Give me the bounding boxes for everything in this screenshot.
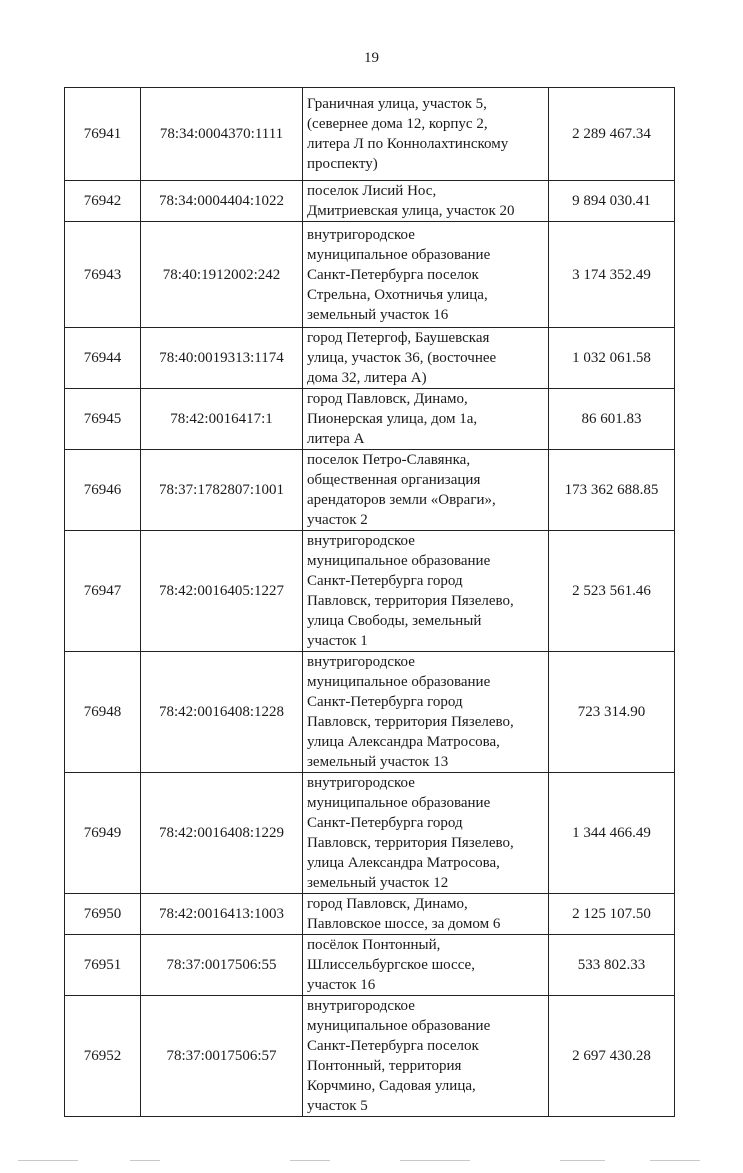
address-line: муниципальное образование: [307, 674, 491, 690]
cell-cadastral-value: 3 174 352.49: [549, 222, 675, 328]
address-line: общественная организация: [307, 472, 481, 488]
address-line: внутригородское: [307, 533, 415, 549]
address-line: литера А: [307, 431, 365, 447]
address-line: Санкт-Петербурга город: [307, 815, 463, 831]
address-line: Шлиссельбургское шоссе,: [307, 957, 475, 973]
address-line: участок 1: [307, 633, 368, 649]
cell-address: [303, 88, 549, 181]
address-line: город Петергоф, Баушевская: [307, 330, 490, 346]
cell-address: [303, 389, 549, 450]
cell-cadastral-number: 78:37:0017506:55: [141, 935, 303, 996]
cell-cadastral-value: 723 314.90: [549, 652, 675, 773]
cell-address: [303, 935, 549, 996]
address-line: муниципальное образование: [307, 1018, 491, 1034]
scan-edge-noise: [0, 1158, 743, 1164]
cell-number: 76942: [65, 181, 141, 222]
cell-number: 76943: [65, 222, 141, 328]
address-line: Павловск, территория Пязелево,: [307, 714, 514, 730]
table-row: [65, 996, 675, 1117]
cell-address: [303, 531, 549, 652]
cell-cadastral-value: 2 697 430.28: [549, 996, 675, 1117]
address-line: поселок Лисий Нос,: [307, 183, 437, 199]
cell-address: [303, 450, 549, 531]
cell-number: 76952: [65, 996, 141, 1117]
cell-number: 76941: [65, 88, 141, 181]
cell-cadastral-value: 2 289 467.34: [549, 88, 675, 181]
address-line: проспекту): [307, 156, 378, 172]
cell-number: 76947: [65, 531, 141, 652]
cell-address: [303, 222, 549, 328]
cell-cadastral-number: 78:37:0017506:57: [141, 996, 303, 1117]
cell-cadastral-number: 78:42:0016413:1003: [141, 894, 303, 935]
cell-address: [303, 894, 549, 935]
table-row: [65, 531, 675, 652]
address-line: Санкт-Петербурга поселок: [307, 266, 479, 283]
address-line: внутригородское: [307, 775, 415, 791]
cell-cadastral-number: 78:34:0004404:1022: [141, 181, 303, 222]
address-line: Корчмино, Садовая улица,: [307, 1078, 476, 1094]
cell-cadastral-value: 86 601.83: [549, 389, 675, 450]
address-line: улица, участок 36, (восточнее: [307, 350, 497, 366]
cell-address: [303, 773, 549, 894]
table-row: [65, 222, 675, 328]
address-line: внутригородское: [307, 654, 415, 670]
cell-address: [303, 181, 549, 222]
address-line: земельный участок 12: [307, 875, 449, 891]
table-row: [65, 88, 675, 181]
address-line: участок 2: [307, 512, 368, 528]
address-line: муниципальное образование: [307, 246, 491, 263]
address-line: внутригородское: [307, 998, 415, 1014]
address-line: внутригородское: [307, 226, 415, 243]
address-line: муниципальное образование: [307, 795, 491, 811]
address-line: участок 16: [307, 977, 376, 993]
cell-cadastral-value: 9 894 030.41: [549, 181, 675, 222]
table-row: [65, 328, 675, 389]
address-line: Стрельна, Охотничья улица,: [307, 286, 488, 303]
address-line: улица Свободы, земельный: [307, 613, 482, 629]
address-line: Санкт-Петербурга город: [307, 573, 463, 589]
cell-cadastral-number: 78:37:1782807:1001: [141, 450, 303, 531]
table-row: [65, 773, 675, 894]
cell-number: 76946: [65, 450, 141, 531]
table-row: [65, 389, 675, 450]
cell-cadastral-number: 78:42:0016405:1227: [141, 531, 303, 652]
cell-number: 76950: [65, 894, 141, 935]
address-line: Дмитриевская улица, участок 20: [307, 203, 515, 219]
cell-address: [303, 652, 549, 773]
cell-cadastral-value: 2 125 107.50: [549, 894, 675, 935]
address-line: дома 32, литера А): [307, 370, 427, 386]
address-line: Павловское шоссе, за домом 6: [307, 916, 501, 932]
cell-number: 76951: [65, 935, 141, 996]
page-number: 19: [364, 50, 379, 66]
cell-cadastral-number: 78:34:0004370:1111: [141, 88, 303, 181]
address-line: город Павловск, Динамо,: [307, 391, 468, 407]
cell-number: 76949: [65, 773, 141, 894]
address-line: участок 5: [307, 1098, 368, 1114]
cell-cadastral-value: 533 802.33: [549, 935, 675, 996]
address-line: земельный участок 16: [307, 306, 449, 323]
address-line: муниципальное образование: [307, 553, 491, 569]
address-line: (севернее дома 12, корпус 2,: [307, 116, 488, 132]
address-line: Понтонный, территория: [307, 1058, 462, 1074]
cell-number: 76948: [65, 652, 141, 773]
cell-address: [303, 328, 549, 389]
cell-cadastral-number: 78:42:0016417:1: [141, 389, 303, 450]
cell-cadastral-value: 1 032 061.58: [549, 328, 675, 389]
cell-cadastral-number: 78:40:0019313:1174: [141, 328, 303, 389]
address-line: Граничная улица, участок 5,: [307, 96, 487, 112]
cell-cadastral-number: 78:42:0016408:1228: [141, 652, 303, 773]
address-line: Пионерская улица, дом 1а,: [307, 411, 478, 427]
address-line: Павловск, территория Пязелево,: [307, 593, 514, 609]
cell-cadastral-number: 78:40:1912002:242: [141, 222, 303, 328]
table-row: [65, 652, 675, 773]
address-line: посёлок Понтонный,: [307, 937, 441, 953]
address-line: земельный участок 13: [307, 754, 449, 770]
address-line: Павловск, территория Пязелево,: [307, 835, 514, 851]
table-row: [65, 935, 675, 996]
cell-number: 76945: [65, 389, 141, 450]
address-line: улица Александра Матросова,: [307, 734, 500, 750]
address-line: город Павловск, Динамо,: [307, 896, 468, 912]
table-row: [65, 894, 675, 935]
cell-address: [303, 996, 549, 1117]
address-line: литера Л по Коннолахтинскому: [307, 136, 509, 152]
cell-cadastral-value: 1 344 466.49: [549, 773, 675, 894]
cell-cadastral-value: 173 362 688.85: [549, 450, 675, 531]
address-line: арендаторов земли «Овраги»,: [307, 492, 496, 508]
cadastral-value-table: [64, 87, 675, 1117]
address-line: улица Александра Матросова,: [307, 855, 500, 871]
cell-cadastral-number: 78:42:0016408:1229: [141, 773, 303, 894]
cell-cadastral-value: 2 523 561.46: [549, 531, 675, 652]
table-row: [65, 181, 675, 222]
address-line: Санкт-Петербурга город: [307, 694, 463, 710]
address-line: поселок Петро-Славянка,: [307, 452, 471, 468]
table-body: [65, 88, 675, 1117]
cell-number: 76944: [65, 328, 141, 389]
table-row: [65, 450, 675, 531]
address-line: Санкт-Петербурга поселок: [307, 1038, 479, 1054]
